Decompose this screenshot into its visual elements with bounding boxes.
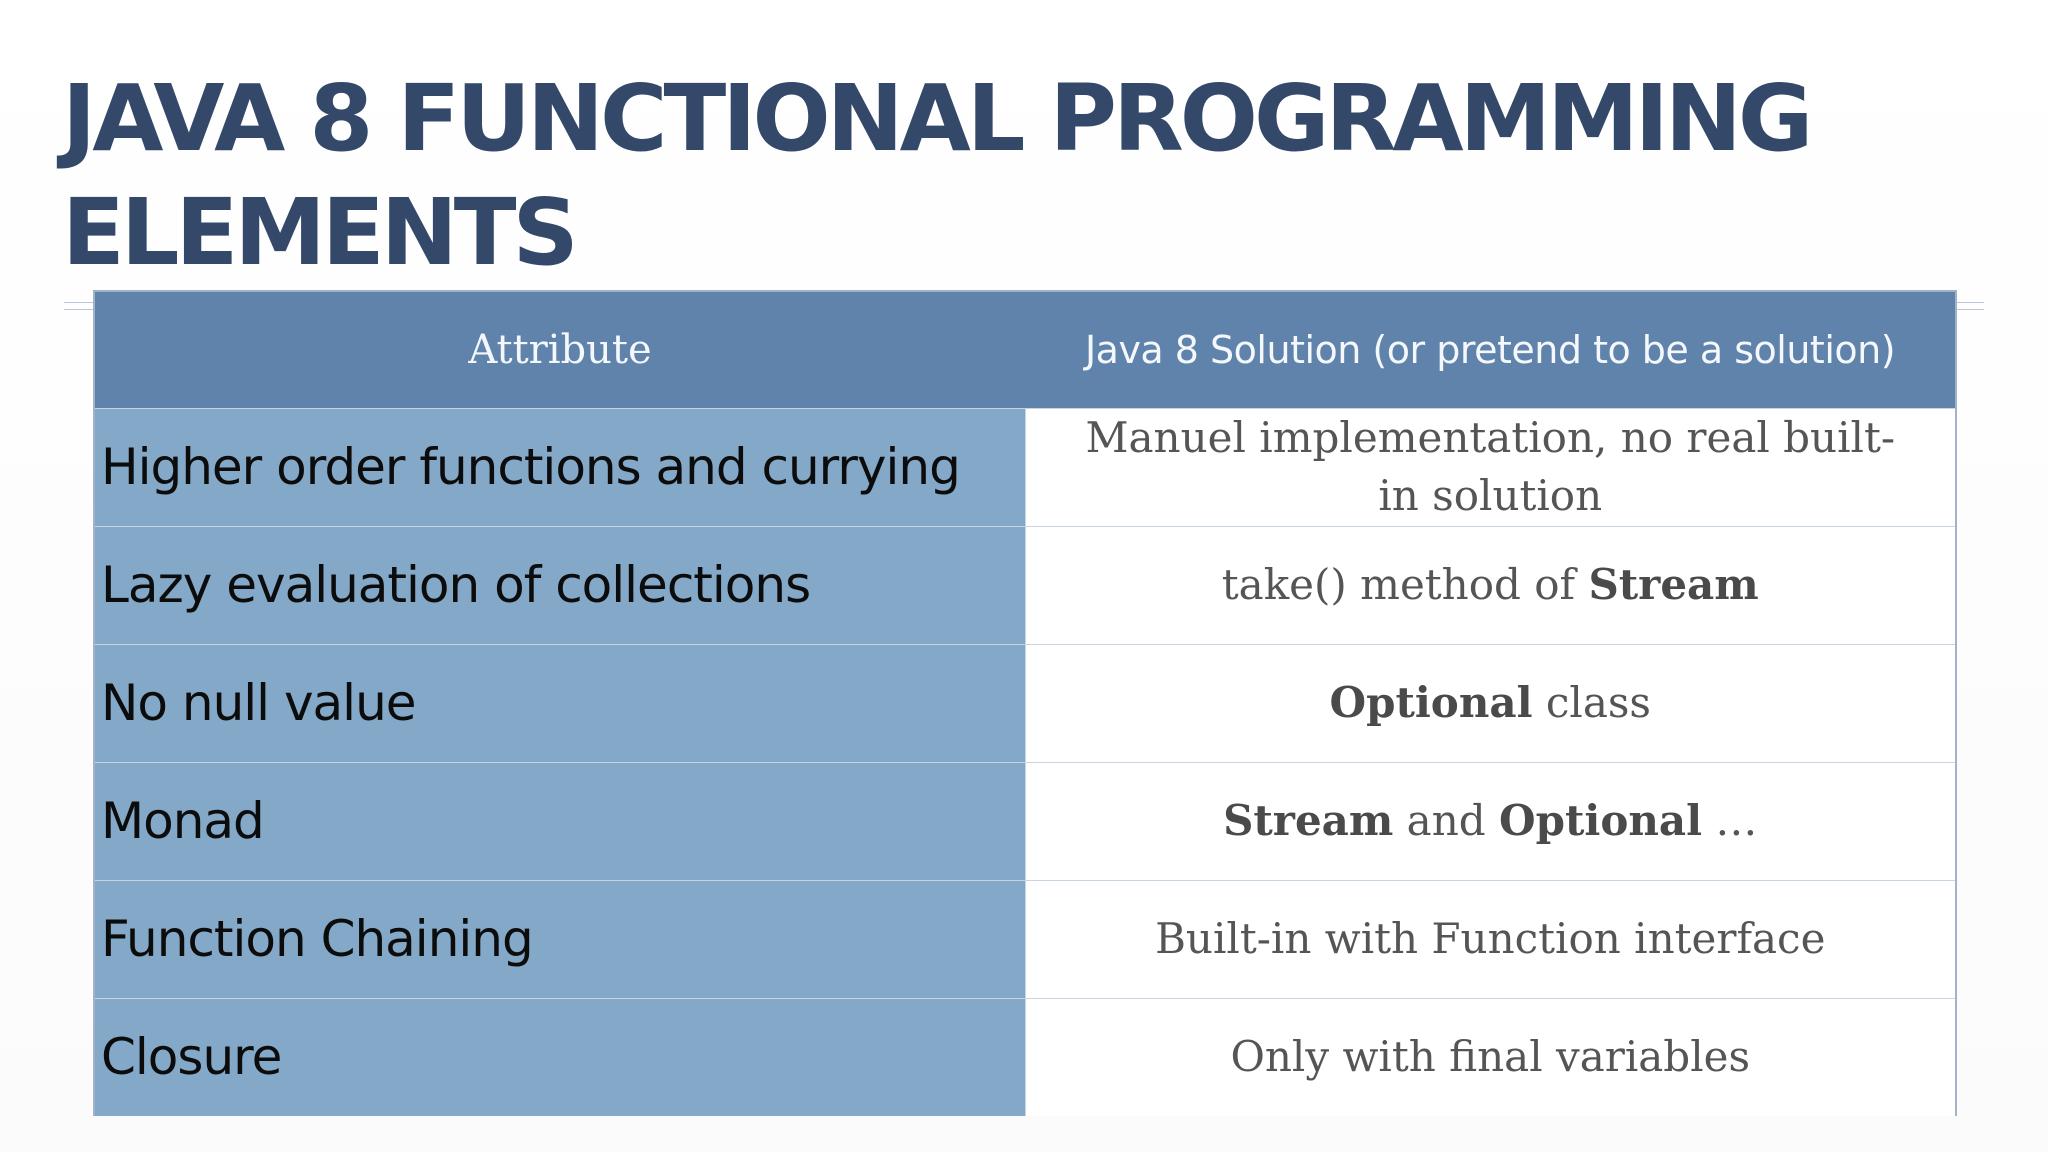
solution-text: Manuel implementation, no real built-in solution [1085,413,1896,520]
row-attribute: Function Chaining [95,880,1025,998]
table-row [95,998,1955,1116]
row-attribute: Higher order functions and currying [95,408,1025,526]
table-header [95,292,1955,408]
row-solution [1025,644,1955,762]
table-row [95,526,1955,644]
solution-keyword: Stream [1223,796,1394,845]
table-row [95,644,1955,762]
solution-text: and [1393,796,1500,845]
row-solution [1025,998,1955,1116]
table-header-row [95,292,1955,408]
solution-keyword: Optional [1329,678,1533,727]
row-solution [1025,408,1955,526]
row-solution [1025,526,1955,644]
comparison-table [93,290,1957,1116]
row-solution [1025,880,1955,998]
table-body [95,408,1955,1116]
solution-text: class [1532,678,1651,727]
solution-text: Built-in with Function interface [1155,914,1826,963]
header-attribute: Attribute [95,292,1025,408]
row-attribute: Lazy evaluation of collections [95,526,1025,644]
table-row [95,880,1955,998]
solution-keyword: Stream [1588,560,1759,609]
row-attribute: No null value [95,644,1025,762]
solution-text: … [1702,796,1758,845]
row-attribute: Monad [95,762,1025,880]
solution-text: take() method of [1221,560,1589,609]
row-attribute: Closure [95,998,1025,1116]
table-row [95,408,1955,526]
solution-keyword: Optional [1499,796,1703,845]
header-solution: Java 8 Solution (or pretend to be a solution) [1025,292,1955,408]
comparison-table-grid [95,292,1955,1116]
table-row [95,762,1955,880]
solution-text: Only with final variables [1230,1032,1751,1082]
row-solution [1025,762,1955,880]
slide-title: JAVA 8 FUNCTIONAL PROGRAMMING ELEMENTS [62,65,1810,286]
